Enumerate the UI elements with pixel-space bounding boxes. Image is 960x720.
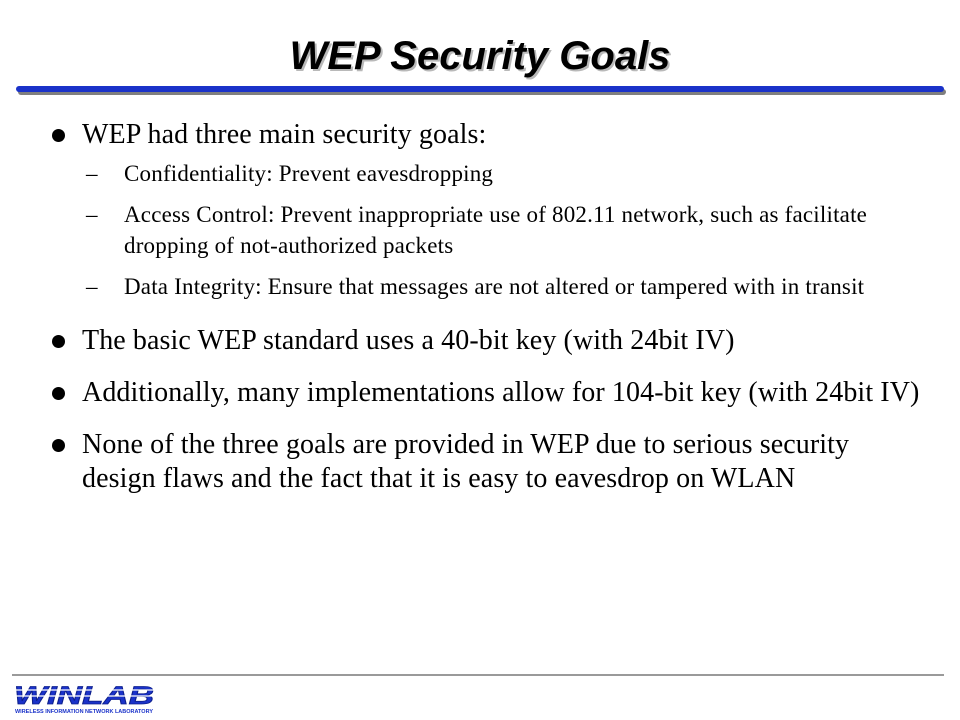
title-underline <box>16 86 944 92</box>
sub-bullet-item <box>48 199 928 261</box>
dash-marker: – <box>86 274 98 299</box>
sub-bullet-item <box>48 271 928 302</box>
bullet-text: WEP had three main security goals: <box>82 119 487 150</box>
bullet-dot-icon <box>52 129 65 142</box>
bullet-item <box>48 118 928 152</box>
sub-bullet-item <box>48 158 928 189</box>
footer-divider <box>12 674 944 676</box>
bullet-item <box>48 376 928 410</box>
logo-wordmark: WINLAB <box>14 682 154 710</box>
dash-marker: – <box>86 202 98 227</box>
logo-subtext: WIRELESS INFORMATION NETWORK LABORATORY <box>15 709 154 715</box>
bullet-text: The basic WEP standard uses a 40-bit key (with 24bit IV) <box>82 325 735 356</box>
sub-bullet-text: Access Control: Prevent inappropriate use of 802.11 network, such as facilitate dropping of not-authorized packets <box>124 202 868 258</box>
bullet-dot-icon <box>52 387 65 400</box>
sub-bullet-text: Confidentiality: Prevent eavesdropping <box>124 161 494 186</box>
bullet-text: None of the three goals are provided in WEP due to serious security design flaws and the fact that it is easy to eavesdrop on WLAN <box>82 429 850 494</box>
bullet-dot-icon <box>52 439 65 452</box>
winlab-logo <box>12 680 160 716</box>
bullet-item <box>48 324 928 358</box>
bullet-text: Additionally, many implementations allow for 104-bit key (with 24bit IV) <box>82 377 920 408</box>
bullet-dot-icon <box>52 335 65 348</box>
slide-content <box>48 118 928 496</box>
slide-title: WEP Security Goals <box>289 34 671 78</box>
sub-bullet-text: Data Integrity: Ensure that messages are not altered or tampered with in transit <box>124 274 865 299</box>
dash-marker: – <box>86 161 98 186</box>
bullet-item <box>48 428 928 496</box>
